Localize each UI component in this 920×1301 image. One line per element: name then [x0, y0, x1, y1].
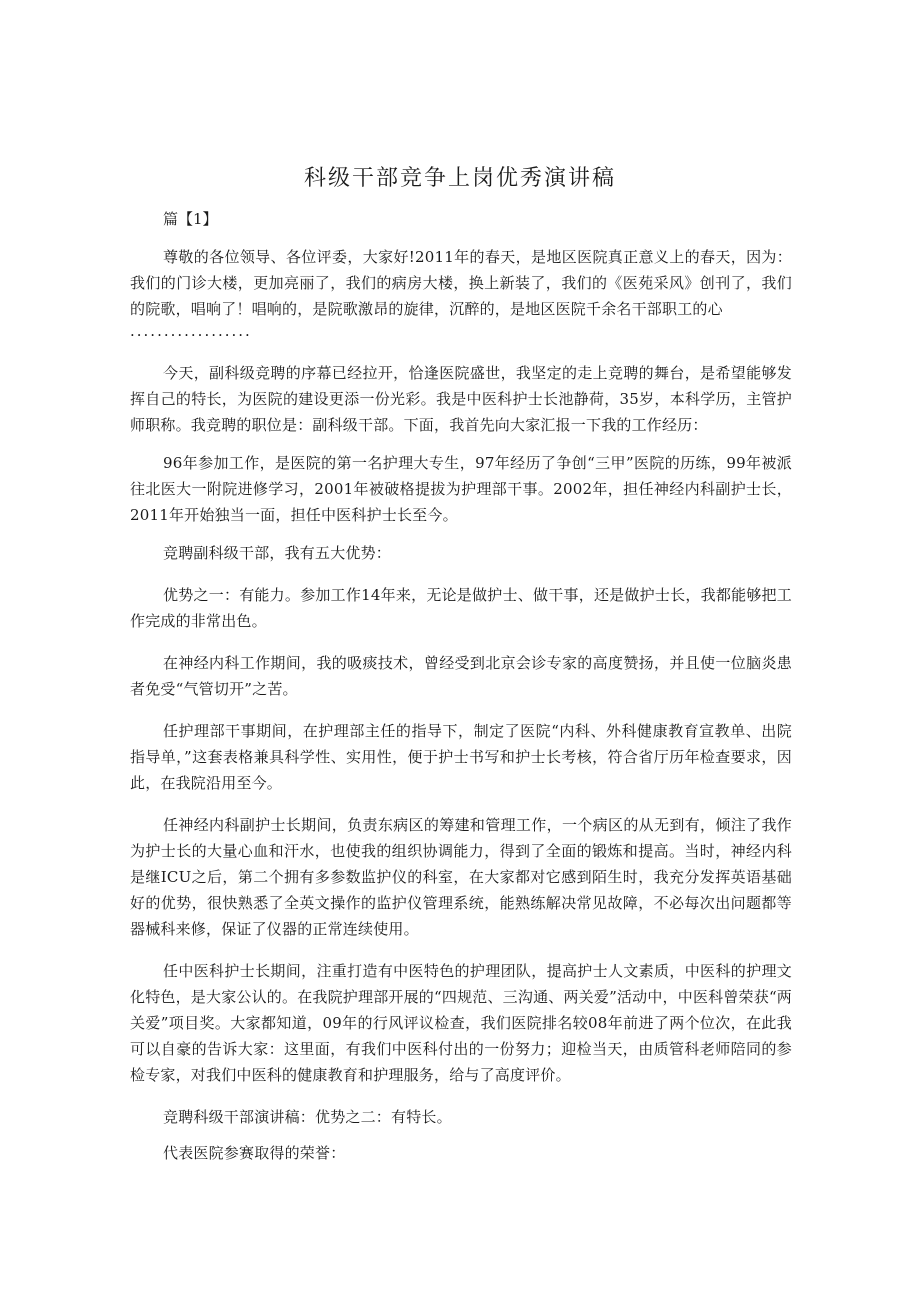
paragraph	[130, 244, 792, 348]
paragraph: 任护理部干事期间，在护理部主任的指导下，制定了医院“内科、外科健康教育宣教单、出院指导单，”这套表格兼具科学性、实用性，便于护士书写和护士长考核，符合省厅历年检查要求，因此，在我院沿用至今。	[130, 722, 792, 792]
ellipsis: ··················	[130, 326, 252, 344]
paragraph: 在神经内科工作期间，我的吸痰技术，曾经受到北京会诊专家的高度赞扬，并且使一位脑炎患者免受“气管切开”之苦。	[130, 654, 792, 698]
paragraph: 任中医科护士长期间，注重打造有中医特色的护理团队，提高护士人文素质，中医科的护理文化特色，是大家公认的。在我院护理部开展的“四规范、三沟通、两关爱”活动中，中医科曾荣获“两关爱”项目奖。大家都知道，09年的行风评议检查，我们医院排名较08年前进了两个位次，在此我可以自豪的告诉大家：这里面，有我们中医科付出的一份努力；迎检当天，由质管科老师陪同的参检专家，对我们中医科的健康教育和护理服务，给与了高度评价。	[130, 962, 793, 1084]
paragraph-text: 尊敬的各位领导、各位评委，大家好!2011年的春天，是地区医院真正意义上的春天，因为：我们的门诊大楼，更加亮丽了，我们的病房大楼，换上新装了，我们的《医苑采风》创刊了，我们的院歌，唱响了！唱响的，是院歌激昂的旋律，沉醉的，是地区医院千余名干部职工的心	[130, 248, 792, 318]
section-label: 篇【1】	[163, 210, 218, 228]
paragraph: 代表医院参赛取得的荣誉：	[163, 1144, 346, 1162]
document-body	[130, 244, 792, 1182]
paragraph: 今天，副科级竞聘的序幕已经拉开，恰逢医院盛世，我坚定的走上竞聘的舞台，是希望能够发挥自己的特长，为医院的建设更添一份光彩。我是中医科护士长池静荷，35岁，本科学历，主管护师职称。我竞聘的职位是：副科级干部。下面，我首先向大家汇报一下我的工作经历：	[130, 364, 792, 434]
paragraph: 96年参加工作，是医院的第一名护理大专生，97年经历了争创“三甲”医院的历练，99年被派往北医大一附院进修学习，2001年被破格提拔为护理部干事。2002年，担任神经内科副护士长，2011年开始独当一面，担任中医科护士长至今。	[130, 454, 792, 524]
paragraph: 竞聘科级干部演讲稿：优势之二：有特长。	[163, 1108, 452, 1126]
document-title: 科级干部竞争上岗优秀演讲稿	[303, 166, 616, 191]
paragraph: 竞聘副科级干部，我有五大优势：	[163, 544, 392, 562]
paragraph: 任神经内科副护士长期间，负责东病区的筹建和管理工作，一个病区的从无到有，倾注了我作为护士长的大量心血和汗水，也使我的组织协调能力，得到了全面的锻炼和提高。当时，神经内科是继ICU之后，第二个拥有多参数监护仪的科室，在大家都对它感到陌生时，我充分发挥英语基础好的优势，很快熟悉了全英文操作的监护仪管理系统，能熟练解决常见故障，不必每次出问题都等器械科来修，保证了仪器的正常连续使用。	[130, 816, 792, 938]
paragraph: 优势之一：有能力。参加工作14年来，无论是做护士、做干事，还是做护士长，我都能够把工作完成的非常出色。	[130, 586, 792, 630]
